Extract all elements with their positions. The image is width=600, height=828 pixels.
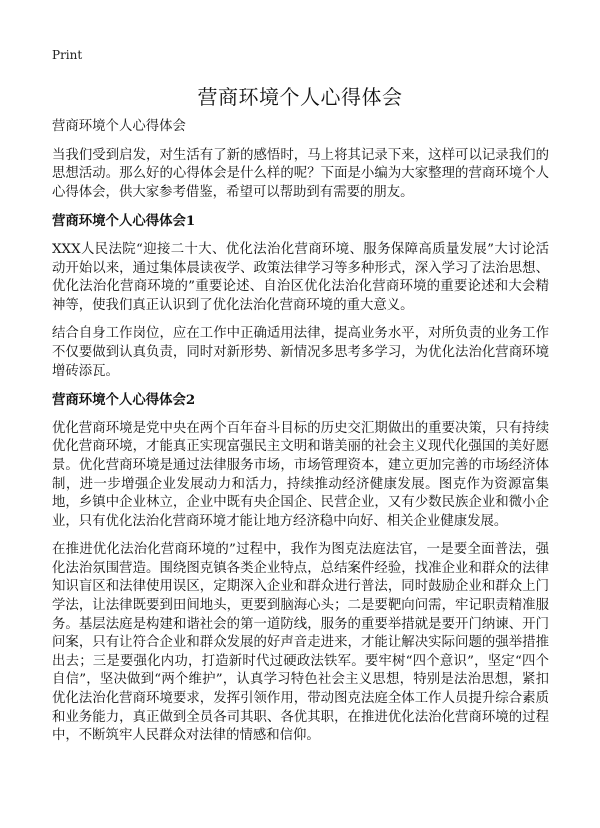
article-body [52,118,549,756]
section-heading: 营商环境个人心得体会2 [52,392,196,409]
intro-paragraph: 当我们受到启发，对生活有了新的感悟时，马上将其记录下来，这样可以记录我们的思想活动。那么好的心得体会是什么样的呢？下面是小编为大家整理的营商环境个人心得体会，供大家参考借鉴，希望可以帮助到有需要的朋友。 [52,147,549,200]
section-paragraph: XXX人民法院“迎接二十大、优化法治化营商环境、服务保障高质量发展”大讨论活动开始以来，通过集体晨读夜学、政策法律学习等多种形式，深入学习了法治思想、优化法治化营商环境的”重要论述、自治区优化法治化营商环境的重要论述和大会精神等，使我们真正认识到了优化法治化营商环境的重大意义。 [52,241,549,313]
section-1 [52,212,549,381]
article-subtitle: 营商环境个人心得体会 [52,119,186,134]
page-title: 营商环境个人心得体会 [197,85,403,109]
section-paragraph: 优化营商环境是党中央在两个百年奋斗目标的历史交汇期做出的重要决策，只有持续优化营商环境，才能真正实现富强民主文明和谐美丽的社会主义现代化强国的美好愿景。优化营商环境是通过法律服务市场，市场管理资本，建立更加完善的市场经济体制，进一步增强企业发展动力和活力，持续推动经济健康发展。图克作为资源富集地，乡镇中企业林立，企业中既有央企国企、民营企业，又有少数民族企业和微小企业，只有优化法治化营商环境才能让地方经济稳中向好、相关企业健康发展。 [52,420,549,529]
section-paragraph: 在推进优化法治化营商环境的”过程中，我作为图克法庭法官，一是要全面普法，强化法治氛围营造。围绕图克镇各类企业特点，总结案件经验，找准企业和群众的法律知识盲区和法律使用误区，定期深入企业和群众进行普法，同时鼓励企业和群众上门学法，让法律既要到田间地头，更要到脑海心头；二是要靶向问需，牢记职责精准服务。基层法庭是构建和谐社会的第一道防线，服务的重要举措就是要开门纳谏、开门问案，只有让符合企业和群众发展的好声音走进来，才能让解决实际问题的强举措推出去；三是要强化内功，打造新时代过硬政法铁军。要牢树“四个意识”，坚定“四个自信”，坚决做到“两个维护”，认真学习特色社会主义思想，特别是法治思想，紧扣优化法治化营商环境要求，发挥引领作用，带动图克法庭全体工作人员提升综合素质和业务能力，真正做到全员各司其职、各优其职，在推进优化法治化营商环境的过程中，不断筑牢人民群众对法律的情感和信仰。 [52,542,549,744]
section-heading: 营商环境个人心得体会1 [52,213,196,230]
section-paragraph: 结合自身工作岗位，应在工作中正确适用法律，提高业务水平，对所负责的业务工作不仅要做到认真负责，同时对新形势、新情况多思考多学习，为优化法治化营商环境增砖添瓦。 [52,326,549,379]
print-link[interactable]: Print [52,48,83,62]
section-2 [52,391,549,746]
